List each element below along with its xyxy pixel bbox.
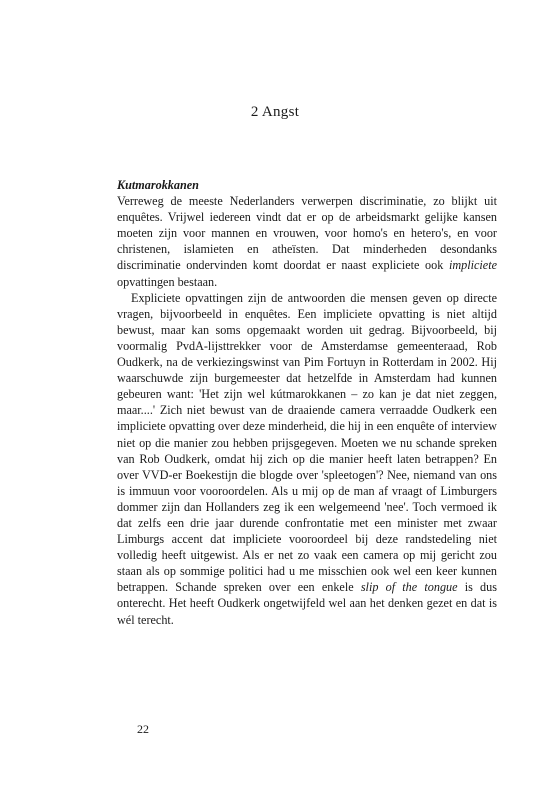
main-text	[117, 177, 497, 628]
page-number: 22	[137, 722, 149, 736]
text-segment: Expliciete opvattingen zijn de antwoorden die mensen geven op directe vragen, bijvoorbeeld in enquêtes. Een impliciete opvatting is niet altijd bewust, maar kan soms opgemaakt worden uit gedrag. Bijvoorbeeld, bij voormalig PvdA-lijsttrekker voor de Amsterdamse gemeenteraad, Rob Oudkerk, na de verkiezingswinst van Pim Fortuyn in Rotterdam in 2002. Hij waarschuwde zijn burgemeester dat hetzelfde in Amsterdam had kunnen gebeuren want: 'Het zijn wel kútmarokkanen – zo kan je dat niet zeggen, maar....' Zich niet bewust van de draaiende camera verraadde Oudkerk een impliciete opvatting over deze minderheid, die hij in een enquête of interview niet op die manier zou hebben prijsgegeven. Moeten we nu schande spreken van Rob Oudkerk, omdat hij zich op die manier heeft laten betrappen? En over VVD-er Boekestijn die blogde over 'spleetogen'? Nee, niemand van ons is immuun voor vooroordelen. Als u mij op de man af vraagt of Limburgers dommer zijn dan Hollanders zeg ik een welgemeend 'nee'. Toch vermoed ik dat zelfs een drie jaar durende confrontatie met een minister met zwaar Limburgs accent dat impliciete vooroordeel bij deze randstedeling niet volledig heeft uitgewist. Als er net zo vaak een camera op mij gericht zou staan als op sommige politici had u me misschien ook wel een keer kunnen betrappen. Schande spreken over een enkele	[117, 290, 497, 595]
text-segment: Verreweg de meeste Nederlanders verwerpen discriminatie, zo blijkt uit enquêtes. Vrijwel iedereen vindt dat er op de arbeidsmarkt gelijke kansen moeten zijn voor mannen en vrouwen, voor homo's en hetero's, en voor christenen, islamieten en atheïsten. Dat minderheden desondanks discriminatie ondervinden komt doordat er naast expliciete ook	[117, 194, 497, 273]
italic-segment: impliciete	[448, 258, 497, 273]
text-segment: opvattingen bestaan.	[117, 274, 218, 289]
chapter-title: 2 Angst	[250, 104, 300, 120]
text-segment: is dus onterecht. Het heeft Oudkerk ongetwijfeld wel aan het denken gezet en dat is wél terecht.	[117, 580, 497, 627]
paragraph-1	[117, 193, 497, 290]
paragraph-2	[117, 290, 497, 628]
section-heading: Kutmarokkanen	[117, 178, 199, 192]
italic-segment: slip of the tongue	[360, 580, 458, 595]
